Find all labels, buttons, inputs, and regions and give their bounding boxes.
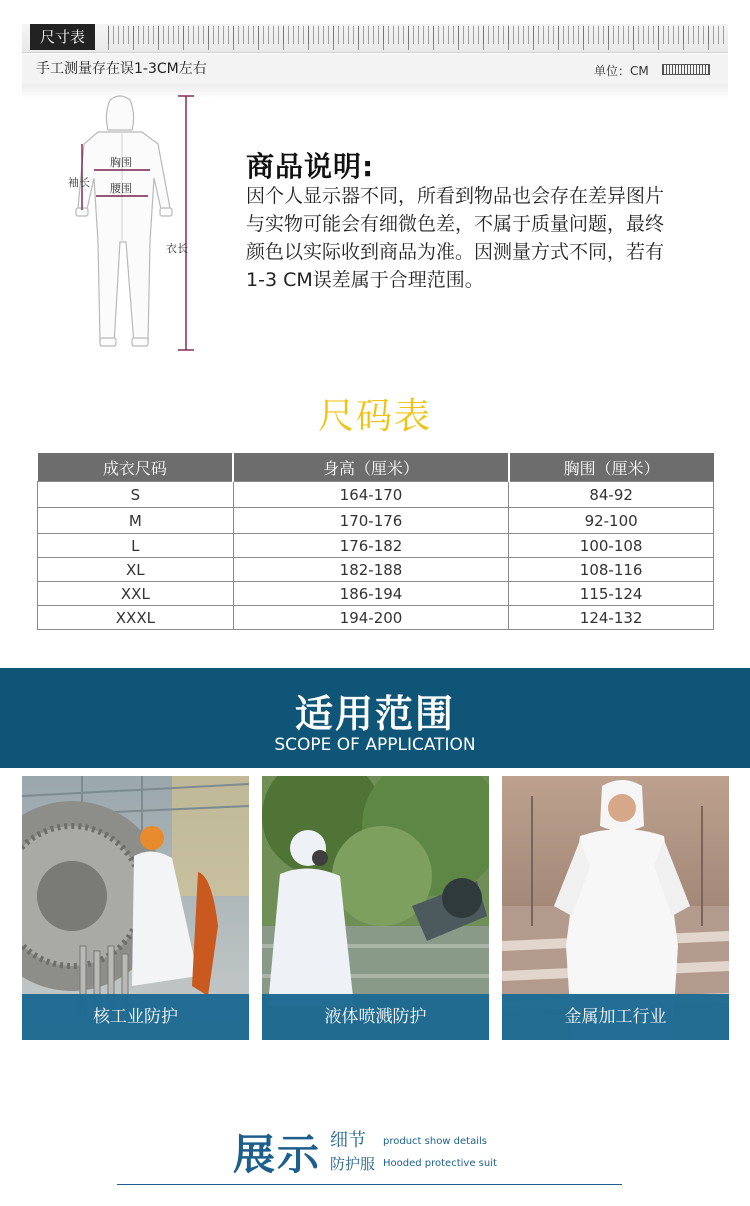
measurement-note: 手工测量存在误1-3CM左右 — [36, 61, 207, 77]
cell-size: XXL — [38, 582, 234, 606]
cell-height: 194-200 — [233, 606, 509, 630]
cell-height: 186-194 — [233, 582, 509, 606]
waist-label: 腰围 — [110, 182, 132, 195]
sleeve-label: 袖长 — [68, 176, 90, 189]
ruler-major-ticks — [108, 26, 726, 50]
mini-ruler-icon — [662, 64, 710, 75]
display-english-details: product show details — [383, 1136, 487, 1147]
table-row — [38, 482, 714, 508]
cell-chest: 100-108 — [509, 534, 714, 558]
description-line: 1-3 CM误差属于合理范围。 — [246, 269, 484, 291]
table-row — [38, 534, 714, 558]
size-table — [37, 453, 714, 630]
chest-label: 胸围 — [110, 156, 132, 169]
display-heading: 展示 — [233, 1130, 322, 1179]
cell-height: 182-188 — [233, 558, 509, 582]
cell-size: XL — [38, 558, 234, 582]
cell-size: L — [38, 534, 234, 558]
cell-chest: 124-132 — [509, 606, 714, 630]
cell-height: 164-170 — [233, 482, 509, 508]
hood-outline — [106, 96, 133, 130]
cell-height: 176-182 — [233, 534, 509, 558]
card-nuclear — [22, 776, 249, 1040]
description-line: 颜色以实际收到商品为准。因测量方式不同，若有 — [246, 241, 665, 263]
display-subheading-suit: 防护服 — [330, 1155, 376, 1173]
cell-chest: 108-116 — [509, 558, 714, 582]
cell-chest: 115-124 — [509, 582, 714, 606]
table-row — [38, 558, 714, 582]
size-table-title: 尺码表 — [317, 396, 432, 437]
table-row — [38, 508, 714, 534]
table-row — [38, 582, 714, 606]
cell-height: 170-176 — [233, 508, 509, 534]
coverall-diagram — [58, 92, 208, 354]
cell-chest: 84-92 — [509, 482, 714, 508]
display-english-suit: Hooded protective suit — [383, 1158, 497, 1169]
size-table-header — [38, 453, 714, 482]
header-height: 身高（厘米） — [233, 453, 509, 482]
card-liquid-splash — [262, 776, 489, 1040]
card-metal-processing — [502, 776, 729, 1040]
table-row — [38, 606, 714, 630]
left-ankle — [100, 338, 116, 346]
application-subtitle: SCOPE OF APPLICATION — [274, 735, 476, 755]
header-size: 成衣尺码 — [38, 453, 234, 482]
description-line: 与实物可能会有细微色差，不属于质量问题，最终 — [246, 213, 665, 235]
cell-size: S — [38, 482, 234, 508]
description-title: 商品说明: — [246, 150, 375, 183]
cell-size: XXXL — [38, 606, 234, 630]
right-ankle — [132, 338, 148, 346]
cell-size: M — [38, 508, 234, 534]
right-cuff — [160, 208, 172, 216]
header-chest: 胸围（厘米） — [509, 453, 714, 482]
length-label: 衣长 — [166, 242, 188, 255]
size-chart-tag: 尺寸表 — [30, 24, 95, 50]
description-body — [246, 182, 726, 294]
description-line: 因个人显示器不同，所看到物品也会存在差异图片 — [246, 185, 665, 207]
cell-chest: 92-100 — [509, 508, 714, 534]
application-title: 适用范围 — [294, 692, 455, 736]
display-divider — [117, 1184, 622, 1185]
card-caption: 液体喷溅防护 — [262, 994, 489, 1040]
unit-label: 单位：CM — [594, 64, 649, 78]
display-subheading-details: 细节 — [330, 1130, 366, 1151]
card-caption: 金属加工行业 — [502, 994, 729, 1040]
card-caption: 核工业防护 — [22, 994, 249, 1040]
